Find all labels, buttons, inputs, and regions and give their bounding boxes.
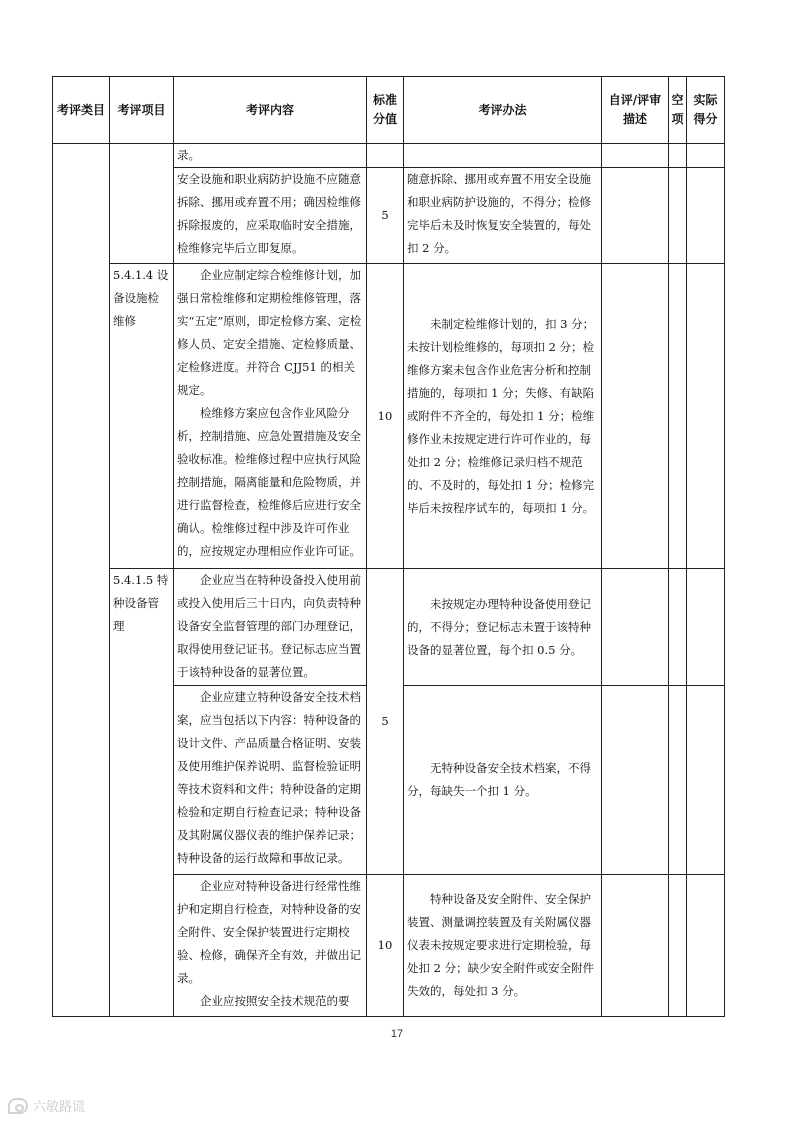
content-cell: 录。 [174,144,367,168]
self-review-cell [602,569,669,686]
content-cell: 企业应对特种设备进行经常性维护和定期自行检查，对特种设备的安全附件、安全保护装置进行定期校验、检修，确保齐全有效，并做出记录。 企业应按照安全技术规范的要 [174,875,367,1017]
score-cell: 5 [367,168,404,264]
blank-cell [669,569,687,686]
chat-bubble-icon [8,1098,28,1114]
item-cell: 5.4.1.5 特种设备管理 [110,569,174,1017]
evaluation-table [52,76,725,1017]
actual-score-cell [687,875,725,1017]
self-review-cell [602,168,669,264]
blank-cell [669,264,687,569]
content-cell: 企业应建立特种设备安全技术档案，应当包括以下内容：特种设备的设计文件、产品质量合格证明、安装及使用维护保养说明、监督检验证明等技术资料和文件；特种设备的定期检验和定期自行检查记录；特种设备及其附属仪器仪表的维护保养记录；特种设备的运行故障和事故记录。 [174,686,367,875]
header-self-review: 自评/评审描述 [602,77,669,144]
content-cell: 安全设施和职业病防护设施不应随意拆除、挪用或弃置不用；确因检维修拆除报废的，应采取临时安全措施，检维修完毕后立即复原。 [174,168,367,264]
score-cell: 10 [367,264,404,569]
actual-score-cell [687,264,725,569]
content-cell: 企业应当在特种设备投入使用前或投入使用后三十日内，向负责特种设备安全监督管理的部门办理登记，取得使用登记证书。登记标志应当置于该特种设备的显著位置。 [174,569,367,686]
header-content: 考评内容 [174,77,367,144]
header-actual: 实际得分 [687,77,725,144]
method-cell: 随意拆除、挪用或弃置不用安全设施和职业病防护设施的，不得分；检修完毕后未及时恢复安全装置的，每处扣 2 分。 [404,168,602,264]
blank-cell [669,686,687,875]
table-row [53,569,725,686]
content-cell: 企业应制定综合检维修计划，加强日常检维修和定期检维修管理，落实“五定”原则，即定检修方案、定检修人员、定安全措施、定检修质量、定检修进度。并符合 CJJ51 的相关规定。 检维修方案应包含作业风险分析，控制措施、应急处置措施及安全验收标准。检维修过程中应执行风险控制措施，隔离能量和危险物质，并进行监督检查，检维修后应进行安全确认。检维修过程中涉及许可作业的，应按规定办理相应作业许可证。 [174,264,367,569]
blank-cell [669,144,687,168]
score-cell: 5 [367,569,404,875]
actual-score-cell [687,144,725,168]
header-item: 考评项目 [110,77,174,144]
method-cell: 无特种设备安全技术档案，不得分，每缺失一个扣 1 分。 [404,686,602,875]
header-method: 考评办法 [404,77,602,144]
watermark [8,1096,85,1115]
self-review-cell [602,686,669,875]
header-category: 考评类目 [53,77,110,144]
self-review-cell [602,264,669,569]
item-cell: 5.4.1.4 设备设施检维修 [110,264,174,569]
table-row [53,264,725,569]
blank-cell [669,168,687,264]
method-cell: 特种设备及安全附件、安全保护装置、测量调控装置及有关附属仪器仪表未按规定要求进行定期检验，每处扣 2 分；缺少安全附件或安全附件失效的，每处扣 3 分。 [404,875,602,1017]
actual-score-cell [687,168,725,264]
method-cell [404,144,602,168]
self-review-cell [602,144,669,168]
table-row [53,144,725,168]
actual-score-cell [687,686,725,875]
watermark-text: 六敏路谎 [33,1100,86,1115]
table-header-row [53,77,725,144]
actual-score-cell [687,569,725,686]
header-blank: 空项 [669,77,687,144]
score-cell: 10 [367,875,404,1017]
method-cell: 未按规定办理特种设备使用登记的，不得分；登记标志未置于该特种设备的显著位置，每个扣 0.5 分。 [404,569,602,686]
page-number: 17 [390,1028,404,1040]
self-review-cell [602,875,669,1017]
method-cell: 未制定检维修计划的，扣 3 分；未按计划检维修的，每项扣 2 分；检维修方案未包含作业危害分析和控制措施的，每项扣 1 分；失修、有缺陷或附件不齐全的，每处扣 1 分；检维修作业未按规定进行许可作业的，每处扣 2 分；检维修记录归档不规范的、不及时的，每处扣 1 分；检修完毕后未按程序试车的，每项扣 1 分。 [404,264,602,569]
category-cell [53,144,110,1017]
header-score: 标准分值 [367,77,404,144]
blank-cell [669,875,687,1017]
score-cell [367,144,404,168]
item-cell [110,144,174,264]
